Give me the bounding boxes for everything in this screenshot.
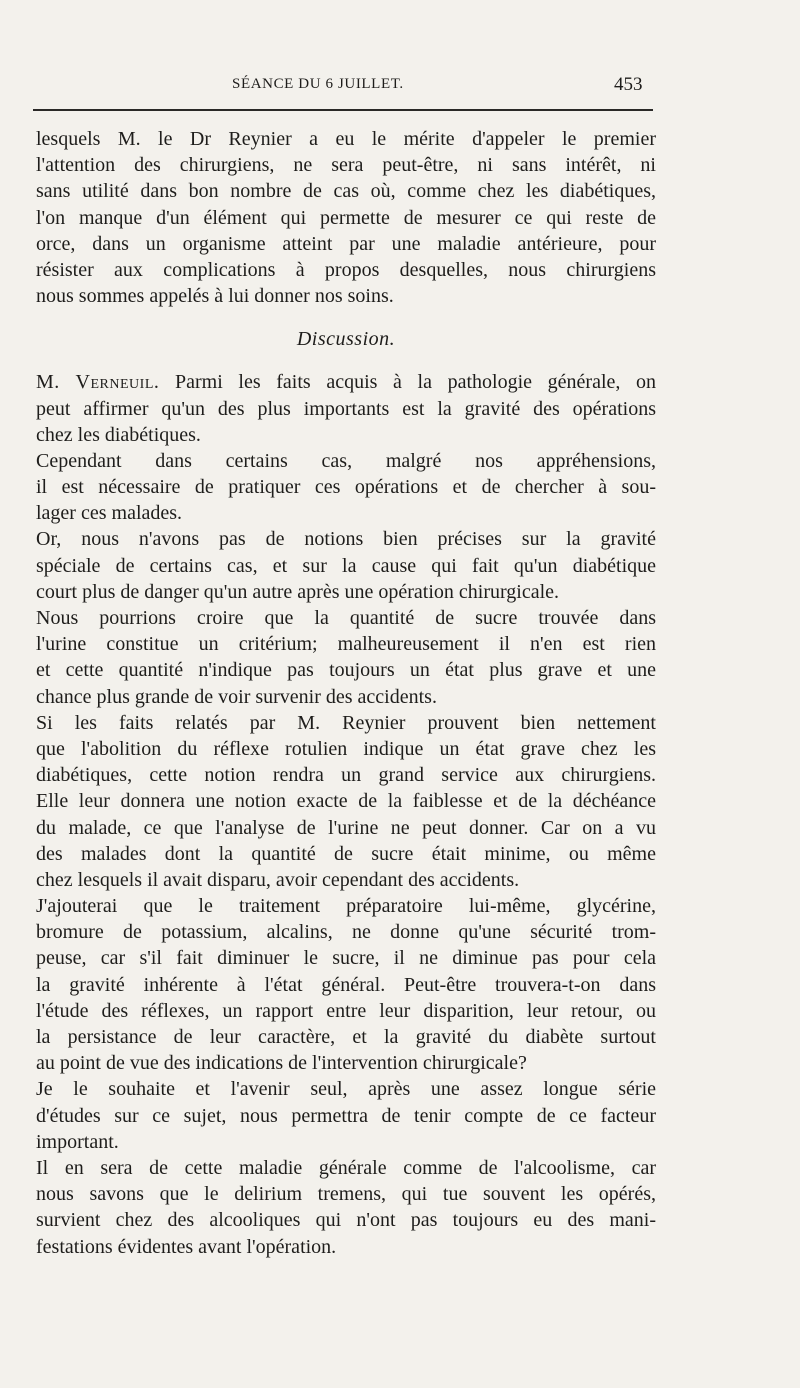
paragraph-7 (36, 893, 656, 1076)
body-text (36, 126, 656, 1260)
text-line: Je le souhaite et l'avenir seul, après une assez longue série (36, 1078, 656, 1101)
text-line: survient chez des alcooliques qui n'ont pas toujours eu des mani- (36, 1209, 656, 1232)
text-line: Si les faits relatés par M. Reynier prouvent bien nettement (36, 711, 656, 734)
text-line: que l'abolition du réflexe rotulien indique un état grave chez les (36, 737, 656, 760)
text-line: résister aux complications à propos desquelles, nous chirurgiens (36, 258, 656, 281)
text-line: Il en sera de cette maladie générale comme de l'alcoolisme, car (36, 1156, 656, 1179)
text-line: la gravité inhérente à l'état général. Peut-être trouvera-t-on dans (36, 973, 656, 996)
text-line: lager ces malades. (36, 502, 183, 525)
paragraph-8 (36, 1076, 656, 1155)
text-line: l'urine constitue un critérium; malheureusement il n'en est rien (36, 633, 656, 656)
text-line: court plus de danger qu'un autre après une opération chirurgicale. (36, 580, 560, 603)
text-line: l'attention des chirurgiens, ne sera peut-être, ni sans intérêt, ni (36, 154, 656, 177)
text-line: orce, dans un organisme atteint par une maladie antérieure, pour (36, 232, 656, 255)
text-line: la persistance de leur caractère, et la gravité du diabète surtout (36, 1026, 656, 1048)
text-line: diabétiques, cette notion rendra un grand service aux chirurgiens. (36, 764, 656, 787)
text-line: peuse, car s'il fait diminuer le sucre, il ne diminue pas pour cela (36, 947, 656, 970)
page-number: 453 (614, 74, 643, 95)
text-line: festations évidentes avant l'opération. (36, 1235, 337, 1258)
header-rule (33, 109, 653, 111)
paragraph-3 (36, 448, 656, 527)
text-line (36, 369, 656, 395)
text-line: J'ajouterai que le traitement préparatoire lui-même, glycérine, (36, 895, 656, 918)
text-line: chez lesquels il avait disparu, avoir cependant des accidents. (36, 868, 520, 891)
running-head (0, 76, 800, 98)
text-line: du malade, ce que l'analyse de l'urine ne peut donner. Car on a vu (36, 816, 656, 839)
text-line: l'étude des réflexes, un rapport entre leur disparition, leur retour, ou (36, 999, 656, 1022)
text-line: il est nécessaire de pratiquer ces opérations et de chercher à sou- (36, 476, 656, 499)
text-line: Cependant dans certains cas, malgré nos appréhensions, (36, 449, 656, 472)
section-heading: Discussion. (296, 328, 396, 351)
text-line: et cette quantité n'indique pas toujours un état plus grave et une (36, 659, 656, 682)
text-line: sans utilité dans bon nombre de cas où, comme chez les diabétiques, (36, 180, 656, 203)
text-line: des malades dont la quantité de sucre était minime, ou même (36, 842, 656, 865)
text-line: important. (36, 1130, 119, 1153)
text-line: nous sommes appelés à lui donner nos soins. (36, 285, 394, 308)
text-line-rest: Parmi les faits acquis à la pathologie générale, on (175, 371, 657, 394)
paragraph-1 (36, 126, 656, 309)
text-line: nous savons que le delirium tremens, qui tue souvent les opérés, (36, 1183, 656, 1206)
text-line: chance plus grande de voir survenir des accidents. (36, 685, 437, 708)
paragraph-4 (36, 526, 656, 605)
text-line: lesquels M. le Dr Reynier a eu le mérite d'appeler le premier (36, 128, 656, 150)
paragraph-9 (36, 1155, 656, 1260)
paragraph-6 (36, 710, 656, 893)
text-line: Nous pourrions croire que la quantité de sucre trouvée dans (36, 607, 656, 629)
text-line: Elle leur donnera une notion exacte de la faiblesse et de la déchéance (36, 790, 656, 813)
text-line: au point de vue des indications de l'intervention chirurgicale? (36, 1052, 527, 1075)
paragraph-2 (36, 369, 656, 448)
text-line: chez les diabétiques. (36, 423, 201, 446)
text-line: bromure de potassium, alcalins, ne donne qu'une sécurité trom- (36, 921, 656, 944)
paragraph-5 (36, 605, 656, 710)
text-line: spéciale de certains cas, et sur la cause qui fait qu'un diabétique (36, 554, 656, 577)
text-line: Or, nous n'avons pas de notions bien précises sur la gravité (36, 528, 656, 551)
text-line: d'études sur ce sujet, nous permettra de tenir compte de ce facteur (36, 1104, 656, 1127)
running-title: SÉANCE DU 6 JUILLET. (232, 76, 404, 92)
text-line: l'on manque d'un élément qui permette de mesurer ce qui reste de (36, 206, 656, 229)
text-line: peut affirmer qu'un des plus importants est la gravité des opérations (36, 397, 656, 420)
speaker-name: M. Verneuil. (36, 371, 160, 394)
